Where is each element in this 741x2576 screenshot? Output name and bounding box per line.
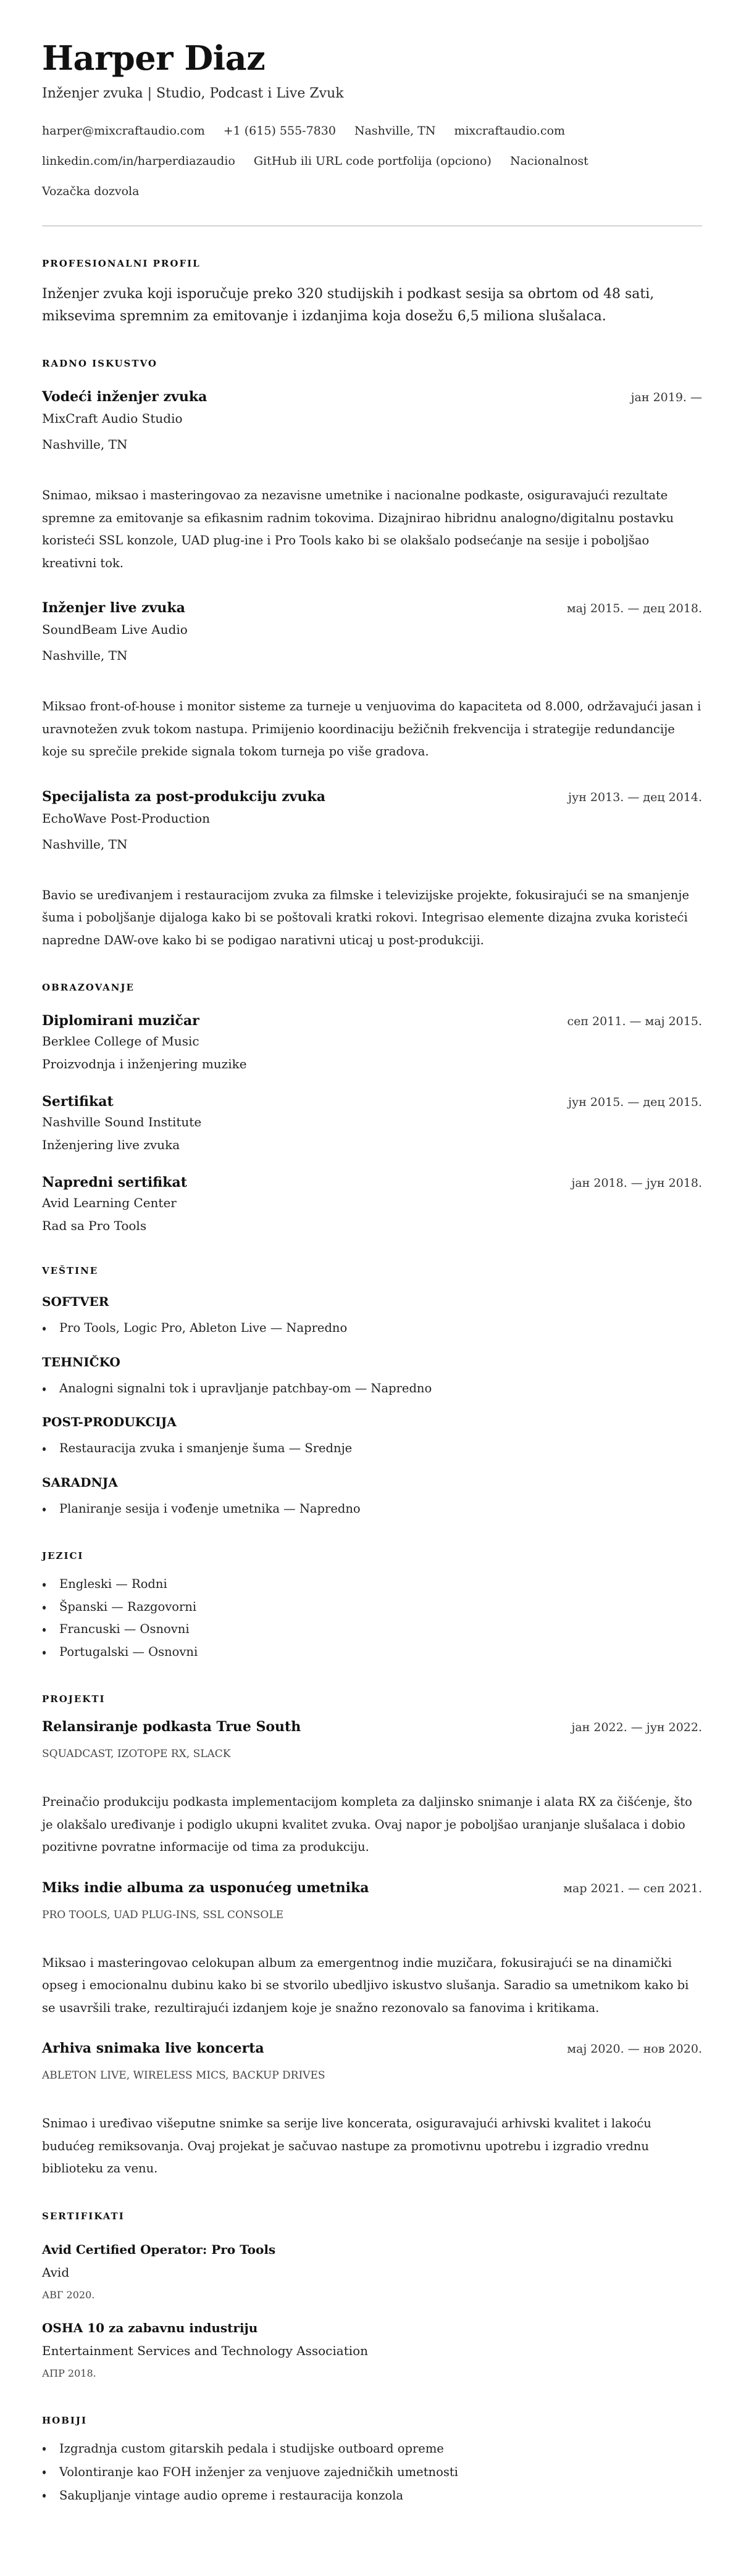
- project-entry: [42, 2039, 702, 2180]
- section-title: VEŠTINE: [42, 1265, 99, 1276]
- skill-category: SOFTVER: [42, 1294, 109, 1309]
- school: Berklee College of Music: [42, 1034, 199, 1049]
- job-description: Snimao, miksao i masteringovao za nezavisne umetnike i nacionalne podkaste, osiguravajući rezultate spremne za emitovanje sa efikasnim radnim tokovima. Dizajnirao hibridnu analogno/digitalnu postavku koristeći SSL konzole, UAD plug-ine i Pro Tools kako bi se olakšalo podsećanje na sesije i poboljšao kreativni tok.: [42, 488, 674, 570]
- project-description: Preinačio produkciju podkasta implementacijom kompleta za daljinsko snimanje i alata RX za čišćenje, što je olakšalo uređivanje i podiglo ukupni kvalitet zvuka. Ovaj napor je poboljšao uranjanje slušalaca i dobio pozitivne povratne informacije od tima za produkciju.: [42, 1795, 692, 1854]
- contact-nationality: Nacionalnost: [509, 154, 588, 168]
- job-date: јун 2013. — дец 2014.: [568, 790, 702, 804]
- contact-linkedin[interactable]: linkedin.com/in/harperdiazaudio: [42, 154, 235, 168]
- school: Nashville Sound Institute: [42, 1115, 202, 1129]
- field-of-study: Inženjering live zvuka: [42, 1137, 180, 1152]
- section-title: JEZICI: [42, 1550, 84, 1561]
- field-of-study: Rad sa Pro Tools: [42, 1218, 147, 1233]
- hobbies-section: [42, 2414, 702, 2507]
- job-entry: [42, 787, 702, 952]
- contact-github[interactable]: GitHub ili URL code portfolija (opciono): [253, 154, 492, 168]
- job-title: Inženjer live zvuka: [42, 600, 185, 616]
- degree: Sertifikat: [42, 1094, 114, 1110]
- hobby-list: [42, 2437, 702, 2507]
- skill-item: Restauracija zvuka i smanjenje šuma — Srednje: [42, 1437, 702, 1460]
- project-tech: PRO TOOLS, UAD PLUG-INS, SSL CONSOLE: [42, 1908, 284, 1921]
- job-location: Nashville, TN: [42, 648, 128, 663]
- job-date: мај 2015. — дец 2018.: [566, 602, 702, 615]
- job-entry: [42, 388, 702, 575]
- field-of-study: Proizvodnja i inženjering muzike: [42, 1057, 247, 1071]
- skill-list: [42, 1317, 702, 1340]
- project-description: Snimao i uređivao višeputne snimke sa serije live koncerata, osiguravajući arhivski kvalitet i lakoću budućeg remiksovanja. Ovaj projekat je sačuvao nastupe za promotivnu upotrebu i izgradio vrednu biblioteku za venu.: [42, 2116, 651, 2175]
- certification-issuer: Entertainment Services and Technology Association: [42, 2343, 369, 2358]
- education-date: јун 2015. — дец 2015.: [568, 1095, 702, 1109]
- degree: Diplomirani muzičar: [42, 1013, 199, 1029]
- degree: Napredni sertifikat: [42, 1174, 187, 1190]
- project-tech: SQUADCAST, IZOTOPE RX, SLACK: [42, 1748, 231, 1760]
- job-location: Nashville, TN: [42, 437, 128, 452]
- section-title: OBRAZOVANJE: [42, 982, 135, 993]
- language-item: Portugalski — Osnovni: [42, 1641, 702, 1664]
- certification-date: АПР 2018.: [42, 2367, 96, 2379]
- job-location: Nashville, TN: [42, 836, 128, 852]
- job-title: Specijalista za post-produkciju zvuka: [42, 788, 325, 805]
- skill-item: Analogni signalni tok i upravljanje patchbay-om — Napredno: [42, 1377, 702, 1400]
- education-entry: [42, 1173, 702, 1235]
- job-title: Vodeći inženjer zvuka: [42, 389, 207, 405]
- job-company: SoundBeam Live Audio: [42, 622, 188, 637]
- skill-category: SARADNJA: [42, 1474, 118, 1490]
- education-entry: [42, 1092, 702, 1154]
- languages-section: [42, 1550, 702, 1663]
- skills-section: [42, 1265, 702, 1520]
- skill-category: POST-PRODUKCIJA: [42, 1415, 177, 1429]
- certification-entry: [42, 2241, 702, 2303]
- skill-list: [42, 1498, 702, 1521]
- hobby-item: Volontiranje kao FOH inženjer za venjuove zajedničkih umetnosti: [42, 2461, 702, 2484]
- experience-section: [42, 357, 702, 952]
- project-date: мар 2021. — сеп 2021.: [563, 1881, 702, 1895]
- project-title: Relansiranje podkasta True South: [42, 1719, 301, 1735]
- education-date: јан 2018. — јун 2018.: [571, 1176, 702, 1190]
- certifications-section: [42, 2210, 702, 2381]
- candidate-headline: Inženjer zvuka | Studio, Podcast i Live Zvuk: [42, 86, 344, 101]
- project-tech: ABLETON LIVE, WIRELESS MICS, BACKUP DRIVES: [42, 2069, 325, 2082]
- language-item: Francuski — Osnovni: [42, 1618, 702, 1641]
- project-date: мај 2020. — нов 2020.: [567, 2042, 702, 2056]
- project-entry: [42, 1879, 702, 2020]
- language-item: Engleski — Rodni: [42, 1573, 702, 1596]
- project-title: Arhiva snimaka live koncerta: [42, 2040, 264, 2056]
- school: Avid Learning Center: [42, 1195, 177, 1210]
- contact-location: Nashville, TN: [354, 124, 436, 138]
- skill-list: [42, 1437, 702, 1460]
- section-title: RADNO ISKUSTVO: [42, 358, 157, 369]
- job-company: EchoWave Post-Production: [42, 810, 211, 826]
- skill-list: [42, 1377, 702, 1400]
- certification-entry: [42, 2319, 702, 2381]
- section-title: PROFESIONALNI PROFIL: [42, 258, 201, 269]
- section-title: SERTIFIKATI: [42, 2210, 125, 2222]
- skill-item: Pro Tools, Logic Pro, Ableton Live — Napredno: [42, 1317, 702, 1340]
- project-title: Miks indie albuma za usponućeg umetnika: [42, 1879, 369, 1896]
- profile-section: [42, 257, 702, 328]
- certification-name: Avid Certified Operator: Pro Tools: [42, 2242, 276, 2257]
- profile-summary: Inženjer zvuka koji isporučuje preko 320 studijskih i podkast sesija sa obrtom od 48 sati, miksevima spremnim za emitovanje i izdanjima koja dosežu 6,5 miliona slušalaca.: [42, 286, 655, 324]
- certification-name: OSHA 10 za zabavnu industriju: [42, 2320, 258, 2335]
- section-title: HOBIJI: [42, 2414, 88, 2426]
- project-date: јан 2022. — јун 2022.: [571, 1721, 702, 1734]
- project-description: Miksao i masteringovao celokupan album za emergentnog indie muzičara, fokusirajući se na dinamički opseg i emocionalnu dubinu kako bi se stvorilo ubedljivo iskustvo slušanja. Saradio sa umetnikom kako bi se usavršili trake, rezultirajući izdanjem koje je snažno rezonovalo sa fanovima i kritikama.: [42, 1955, 689, 2015]
- education-section: [42, 981, 702, 1235]
- section-title: PROJEKTI: [42, 1693, 106, 1705]
- job-description: Miksao front-of-house i monitor sisteme za turneje u venjuovima do kapaciteta od 8.000, održavajući jasan i uravnotežen zvuk tokom nastupa. Primijenio koordinaciju bežičnih frekvencija i strategije redundancije koje su sprečile prekide signala tokom turneja po više gradova.: [42, 699, 701, 758]
- skill-item: Planiranje sesija i vođenje umetnika — Napredno: [42, 1498, 702, 1521]
- job-description: Bavio se uređivanjem i restauracijom zvuka za filmske i televizijske projekte, fokusirajući se na smanjenje šuma i poboljšanje dijaloga kako bi se poštovali kratki rokovi. Integrisao elemente dizajna zvuka koristeći napredne DAW-ove kako bi se podigao narativni uticaj u post-produkciji.: [42, 887, 690, 947]
- job-company: MixCraft Audio Studio: [42, 411, 183, 426]
- contact-phone[interactable]: +1 (615) 555-7830: [223, 124, 336, 138]
- language-item: Španski — Razgovorni: [42, 1596, 702, 1619]
- contact-list: [42, 116, 702, 207]
- contact-email[interactable]: harper@mixcraftaudio.com: [42, 124, 205, 138]
- contact-website[interactable]: mixcraftaudio.com: [454, 124, 566, 138]
- education-date: сеп 2011. — мај 2015.: [567, 1015, 702, 1028]
- header-divider: [42, 225, 702, 226]
- project-entry: [42, 1718, 702, 1859]
- job-entry: [42, 599, 702, 763]
- language-list: [42, 1573, 702, 1663]
- certification-issuer: Avid: [42, 2264, 70, 2280]
- skill-category: TEHNIČKO: [42, 1354, 120, 1369]
- candidate-name: Harper Diaz: [42, 38, 266, 78]
- hobby-item: Sakupljanje vintage audio opreme i restauracija konzola: [42, 2484, 702, 2507]
- hobby-item: Izgradnja custom gitarskih pedala i studijske outboard opreme: [42, 2437, 702, 2461]
- contact-drivers-license: Vozačka dozvola: [42, 185, 140, 198]
- resume-header: [42, 39, 702, 207]
- education-entry: [42, 1012, 702, 1073]
- projects-section: [42, 1693, 702, 2180]
- job-date: јан 2019. —: [630, 391, 702, 404]
- certification-date: АВГ 2020.: [42, 2288, 95, 2301]
